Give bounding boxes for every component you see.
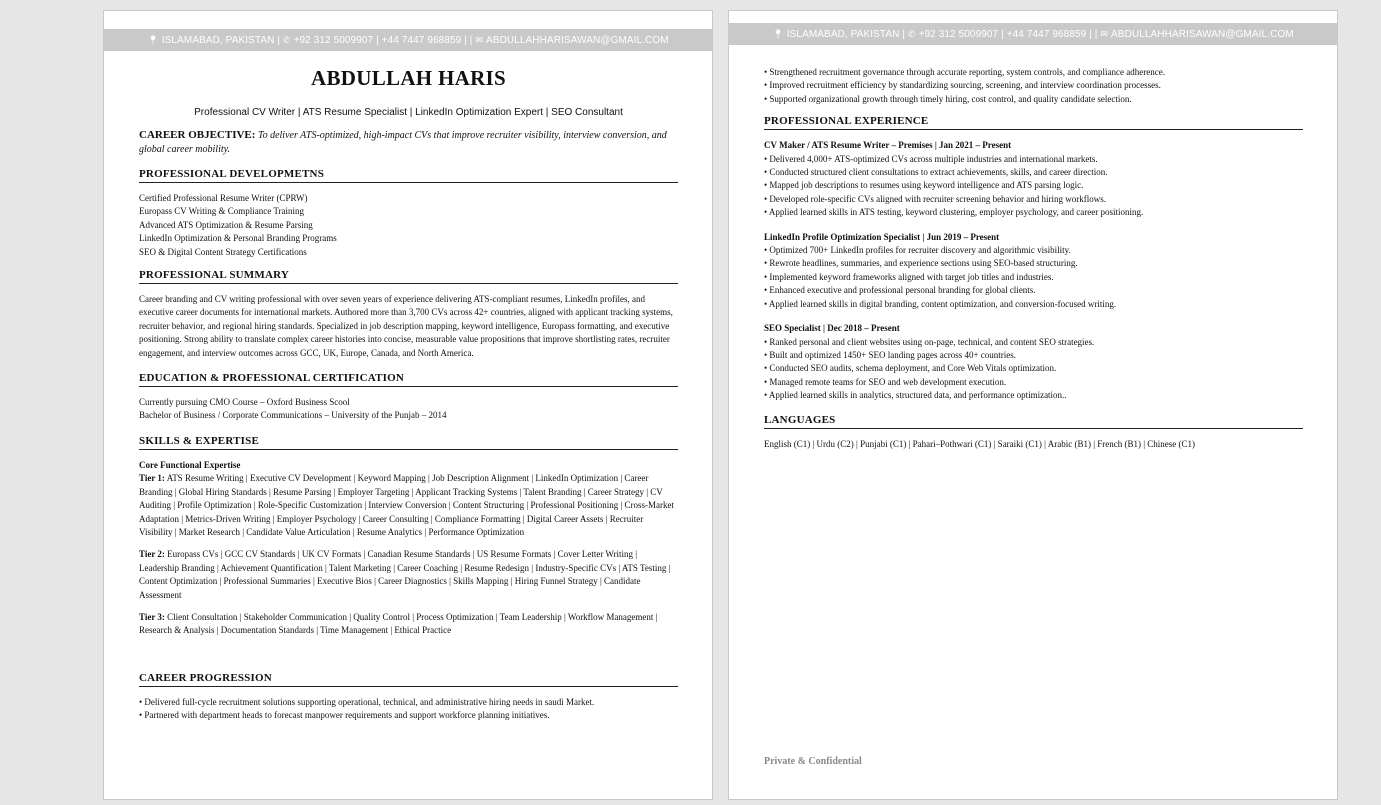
education-list (139, 396, 678, 423)
list-item: • Delivered 4,000+ ATS-optimized CVs across multiple industries and international markets. (764, 153, 1098, 164)
job-entry (764, 231, 1303, 311)
progression-continued-list (764, 66, 1303, 106)
section-heading-summary: PROFESSIONAL SUMMARY (139, 269, 678, 284)
list-item: • Supported organizational growth through timely hiring, cost control, and quality candidate selection. (764, 93, 1132, 104)
contact-separator: | (469, 35, 473, 46)
tagline: Professional CV Writer | ATS Resume Specialist | LinkedIn Optimization Expert | SEO Consultant (194, 107, 623, 118)
tier-text: Europass CVs | GCC CV Standards | UK CV Formats | Canadian Resume Standards | US Resume Formats | Cover Letter Writing | Leadership Branding | Achievement Quantification | Talent Marketing | Career Coaching | Resume Redesign | Industry-Specific CVs | ATS Testing | Content Optimization | Professional Summaries | Executive Bios | Career Diagnostics | Skills Mapping | Hiring Funnel Strategy | Candidate Assessment (139, 549, 671, 600)
job-title: CV Maker / ATS Resume Writer – Premises | Jan 2021 – Present (764, 140, 1012, 151)
page-2-content (764, 66, 1303, 451)
list-item: • Enhanced executive and professional personal branding for global clients. (764, 285, 1036, 296)
objective-text: To deliver ATS-optimized, high-impact CVs that improve recruiter visibility, interview conversion, and global career mobility. (139, 130, 667, 155)
tier-label: Tier 2: (139, 549, 165, 560)
list-item: SEO & Digital Content Strategy Certifications (139, 246, 307, 257)
phone-icon: ✆ (282, 35, 291, 45)
job-entry (764, 139, 1303, 219)
development-list (139, 192, 678, 259)
section-heading-development: PROFESSIONAL DEVELOPMETNS (139, 168, 678, 183)
page-1-content (139, 66, 678, 723)
list-item: • Managed remote teams for SEO and web development execution. (764, 376, 1007, 387)
list-item: LinkedIn Optimization & Personal Branding Programs (139, 233, 337, 244)
list-item: Certified Professional Resume Writer (CPRW) (139, 193, 308, 203)
list-item: • Mapped job descriptions to resumes using keyword intelligence and ATS parsing logic. (764, 180, 1084, 191)
list-item: • Built and optimized 1450+ SEO landing pages across 40+ countries. (764, 349, 1017, 360)
envelope-icon: ✉ (1100, 29, 1109, 39)
skills-core-label: Core Functional Expertise (139, 459, 241, 470)
phone-icon: ✆ (907, 29, 916, 39)
list-item: • Partnered with department heads to forecast manpower requirements and support workforce planning initiatives. (139, 710, 550, 721)
list-item: • Conducted structured client consultations to extract achievements, skills, and career direction. (764, 167, 1108, 178)
tier-label: Tier 3: (139, 611, 165, 622)
list-item: Europass CV Writing & Compliance Training (139, 206, 305, 217)
resume-page-1 (103, 10, 713, 800)
summary-paragraph: Career branding and CV writing professional with over seven years of experience delivering ATS-compliant resumes, LinkedIn profiles, and executive career documents for international markets. Authored more than 3,700 CVs across 42+ countries, aligned with applicant tracking systems, recruiter behavior, and regional hiring standards. Specialized in job description mapping, keyword intelligence, Europass formatting, and executive positioning. Strong ability to translate complex career histories into concise, measurable value propositions that improve shortlisting rates, recruiter engagement, and interview outcomes across GCC, UK, Europe, Canada, and North America. (139, 294, 673, 358)
section-heading-experience: PROFESSIONAL EXPERIENCE (764, 115, 1303, 130)
skills-tier-1 (139, 472, 678, 539)
candidate-name: ABDULLAH HARIS (311, 66, 506, 90)
list-item: • Delivered full-cycle recruitment solutions supporting operational, technical, and administrative hiring needs in saudi Market. (139, 696, 595, 707)
envelope-icon: ✉ (475, 35, 484, 45)
list-item: • Applied learned skills in ATS testing, keyword clustering, employer psychology, and career positioning. (764, 207, 1144, 218)
job-title: LinkedIn Profile Optimization Specialist | Jun 2019 – Present (764, 231, 1000, 242)
list-item: Bachelor of Business / Corporate Communications – University of the Punjab – 2014 (139, 410, 447, 421)
list-item: • Conducted SEO audits, schema deployment, and Core Web Vitals optimization. (764, 363, 1057, 374)
contact-email[interactable]: ABDULLAHHARISAWAN@GMAIL.COM (486, 35, 669, 46)
section-heading-languages: LANGUAGES (764, 414, 1303, 429)
contact-separator: | (1094, 29, 1098, 40)
section-heading-education: EDUCATION & PROFESSIONAL CERTIFICATION (139, 372, 678, 387)
list-item: • Ranked personal and client websites using on-page, technical, and content SEO strategies. (764, 336, 1095, 347)
pin-icon: 📍︎ (147, 35, 159, 45)
contact-location: ISLAMABAD, PAKISTAN | (786, 29, 906, 40)
progression-list (139, 696, 678, 723)
career-objective (139, 129, 678, 156)
contact-email[interactable]: ABDULLAHHARISAWAN@GMAIL.COM (1111, 29, 1294, 40)
list-item: • Improved recruitment efficiency by standardizing sourcing, screening, and interview coordination processes. (764, 80, 1161, 91)
contact-bar (104, 29, 712, 51)
contact-phones: +92 312 5009907 | +44 7447 968859 | (293, 35, 467, 46)
tier-text: ATS Resume Writing | Executive CV Development | Keyword Mapping | Job Description Alignment | LinkedIn Optimization | Career Branding | Global Hiring Standards | Resume Parsing | Employer Targeting | Applicant Tracking Systems | Talent Branding | Career Strategy | CV Auditing | Profile Optimization | Role-Specific Customization | Interview Conversion | Content Structuring | Professional Positioning | Cross-Market Adaptation | Metrics-Driven Writing | Employer Psychology | Career Consulting | Compliance Formatting | Digital Career Assets | Recruiter Visibility | Market Research | Candidate Value Articulation | Resume Analytics | Performance Optimization (139, 473, 674, 537)
job-title: SEO Specialist | Dec 2018 – Present (764, 323, 900, 334)
list-item: • Optimized 700+ LinkedIn profiles for recruiter discovery and algorithmic visibility. (764, 245, 1071, 256)
section-heading-skills: SKILLS & EXPERTISE (139, 435, 678, 450)
skills-tier-3 (139, 611, 678, 638)
list-item: • Developed role-specific CVs aligned with recruiter screening behavior and hiring workflows. (764, 193, 1107, 204)
job-entry (764, 322, 1303, 402)
list-item: • Applied learned skills in analytics, structured data, and performance optimization.. (764, 390, 1067, 401)
tier-label: Tier 1: (139, 473, 165, 484)
objective-label: CAREER OBJECTIVE: (139, 129, 256, 141)
pin-icon: 📍︎ (772, 29, 784, 39)
tier-text: Client Consultation | Stakeholder Communication | Quality Control | Process Optimization | Team Leadership | Workflow Management | Research & Analysis | Documentation Standards | Time Management | Ethical Practice (139, 611, 658, 636)
resume-page-2 (728, 10, 1338, 800)
list-item: Currently pursuing CMO Course – Oxford Business Scool (139, 397, 350, 408)
contact-bar (729, 23, 1337, 45)
languages-text: English (C1) | Urdu (C2) | Punjabi (C1) | Pahari–Pothwari (C1) | Saraiki (C1) | Arabic (B1) | French (B1) | Chinese (C1) (764, 438, 1196, 449)
list-item: • Implemented keyword frameworks aligned with target job titles and industries. (764, 271, 1054, 282)
section-heading-progression: CAREER PROGRESSION (139, 672, 678, 687)
contact-phones: +92 312 5009907 | +44 7447 968859 | (918, 29, 1092, 40)
list-item: • Strengthened recruitment governance through accurate reporting, system controls, and compliance adherence. (764, 67, 1165, 77)
footer-confidential: Private & Confidential (764, 756, 862, 767)
skills-tier-2 (139, 548, 678, 602)
list-item: • Applied learned skills in digital branding, content optimization, and conversion-focused writing. (764, 298, 1117, 309)
contact-location: ISLAMABAD, PAKISTAN | (161, 35, 281, 46)
list-item: • Rewrote headlines, summaries, and experience sections using SEO-based structuring. (764, 258, 1078, 269)
list-item: Advanced ATS Optimization & Resume Parsing (139, 219, 313, 230)
